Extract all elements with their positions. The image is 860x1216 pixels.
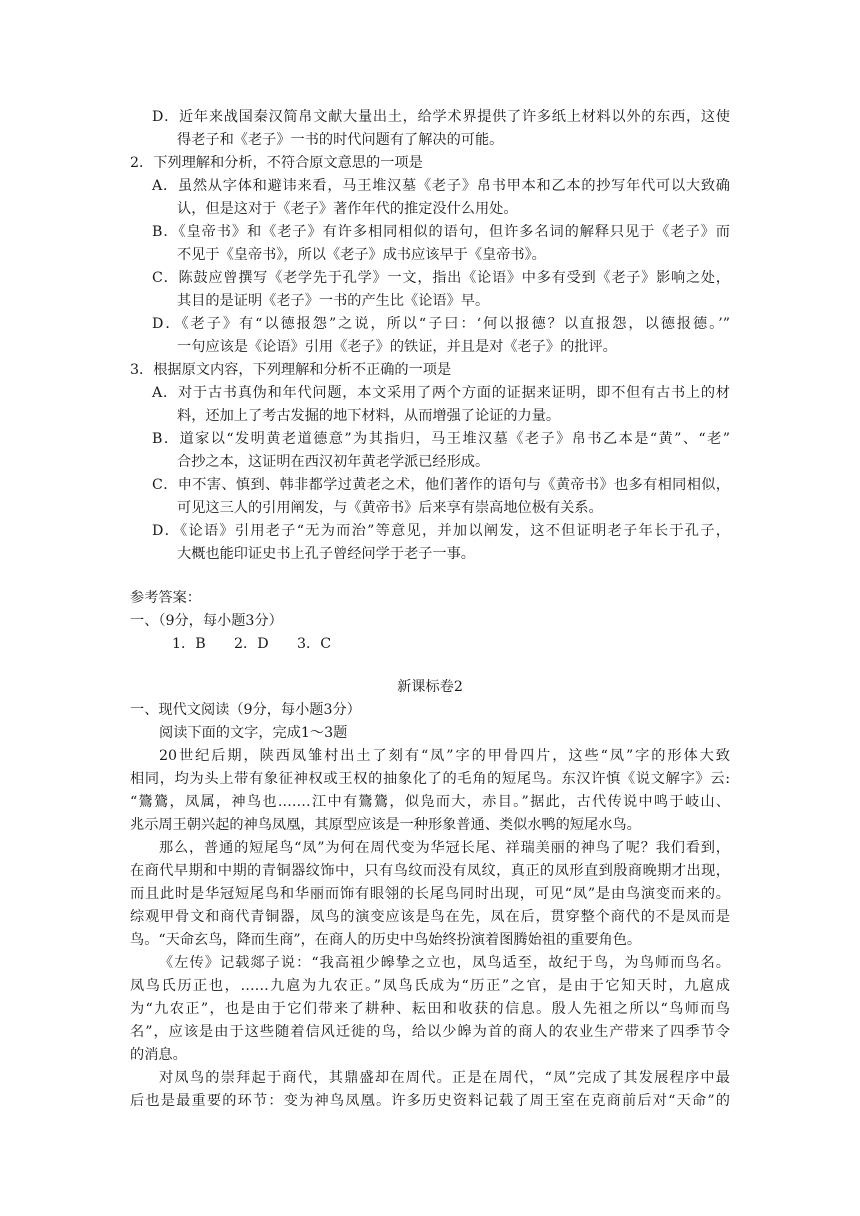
paragraph-1-line: 20世纪后期，陕西凤雏村出土了刻有“凤”字的甲骨四片，这些“凤”字的形体大致 [159,748,730,764]
paragraph-3-line: 名”，应该是由于这些随着信风迁徙的鸟，给以少皞为首的商人的农业生产带来了四季节令 [130,1024,730,1040]
answers-line: 1．B 2．D 3．C [172,636,332,652]
paragraph-1-line: “鷟鷟，凤属，神鸟也.……江中有鷟鷟，似凫而大，赤目。”据此，古代传说中鸣于岐山、 [130,794,730,810]
paragraph-1-line: 兆示周王朝兴起的神鸟凤凰，其原型应该是一种形象普通、类似水鸭的短尾水鸟。 [130,817,641,833]
q2-option-b-line2: 不见于《皇帝书》，所以《老子》成书应该早于《皇帝书》。 [177,247,546,263]
q1-option-d-line1: D．近年来战国秦汉简帛文献大量出土，给学术界提供了许多纸上材料以外的东西，这使 [152,109,730,125]
q3-option-d-line1: D．《论语》引用老子“无为而治”等意见，并加以阐发，这不但证明老子年长于孔子， [152,523,730,539]
q3-stem: 3．根据原文内容，下列理解和分析不正确的一项是 [130,362,452,378]
answers-section: 一、（9分，每小题3分） [130,613,283,629]
q2-stem: 2．下列理解和分析，不符合原文意思的一项是 [130,155,423,171]
answers-heading: 参考答案： [130,590,201,606]
q2-option-b-line1: B．《皇帝书》和《老子》有许多相同相似的语句，但许多名词的解释只见于《老子》而 [152,224,730,240]
paper2-instruction: 阅读下面的文字，完成1～3题 [159,725,348,741]
paragraph-2-line: 在商代早期和中期的青铜器纹饰中，只有鸟纹而没有凤纹，真正的凤形直到殷商晚期才出现， [130,863,730,879]
paragraph-2-line: 而且此时是华冠短尾鸟和华丽而饰有眼翎的长尾鸟同时出现，可见“凤”是由鸟演变而来的。 [130,886,730,902]
paragraph-3-line: 的消息。 [130,1047,187,1063]
q2-option-c-line2: 其目的是证明《老子》一书的产生比《论语》早。 [177,293,490,309]
paragraph-3-line: 凤鸟氏历正也，……九扈为九农正。”凤鸟氏成为“历正”之官，是由于它知天时，九扈成 [130,978,730,994]
q2-option-d-line1: D．《老子》有“以德报怨”之说，所以“子曰：‘何以报德？以直报怨，以德报德。’” [152,316,730,332]
q3-option-b-line1: B．道家以“发明黄老道德意”为其指归，马王堆汉墓《老子》帛书乙本是“黄”、“老” [152,431,730,447]
paragraph-3-line: 《左传》记载郯子说：“我高祖少皞挚之立也，凤鸟适至，故纪于鸟，为鸟师而鸟名。 [159,955,730,971]
q3-option-a-line2: 料，还加上了考古发掘的地下材料，从而增强了论证的力量。 [177,408,561,424]
paragraph-4-line: 对凤鸟的崇拜起于商代，其鼎盛却在周代。正是在周代，“凤”完成了其发展程序中最 [159,1070,730,1086]
q2-option-d-line2: 一句应该是《论语》引用《老子》的铁证，并且是对《老子》的批评。 [177,339,617,355]
q2-option-a-line1: A．虽然从字体和避讳来看，马王堆汉墓《老子》帛书甲本和乙本的抄写年代可以大致确 [152,178,730,194]
paragraph-4-line: 后也是最重要的环节：变为神鸟凤凰。许多历史资料记载了周王室在克商前后对“天命”的 [130,1093,730,1109]
q2-option-a-line2: 认，但是这对于《老子》著作年代的推定没什么用处。 [177,201,518,217]
q2-option-c-line1: C．陈鼓应曾撰写《老学先于孔学》一文，指出《论语》中多有受到《老子》影响之处， [152,270,730,286]
q1-option-d-line2: 得老子和《老子》一书的时代问题有了解决的可能。 [177,132,504,148]
paragraph-1-line: 相同，均为头上带有象征神权或王权的抽象化了的毛角的短尾鸟。东汉许慎《说文解字》云: [130,771,730,787]
q3-option-d-line2: 大概也能印证史书上孔子曾经问学于老子一事。 [177,546,475,562]
paper2-title: 新课标卷2 [397,679,463,695]
q3-option-a-line1: A．对于古书真伪和年代问题，本文采用了两个方面的证据来证明，即不但有古书上的材 [152,385,730,401]
paper2-section: 一、现代文阅读（9分，每小题3分） [130,702,361,718]
q3-option-b-line2: 合抄之本，这证明在西汉初年黄老学派已经形成。 [177,454,490,470]
paragraph-2-line: 综观甲骨文和商代青铜器，凤鸟的演变应该是鸟在先，凤在后，贯穿整个商代的不是凤而是 [130,909,730,925]
paragraph-2-line: 那么，普通的短尾鸟“凤”为何在周代变为华冠长尾、祥瑞美丽的神鸟了呢？我们看到， [159,840,730,856]
q3-option-c-line1: C．申不害、慎到、韩非都学过黄老之术，他们著作的语句与《黄帝书》也多有相同相似， [152,477,730,493]
paragraph-3-line: 为“九农正”，也是由于它们带来了耕种、耘田和收获的信息。殷人先祖之所以“鸟师而鸟 [130,1001,730,1017]
paragraph-2-line: 鸟。“天命玄鸟，降而生商”，在商人的历史中鸟始终扮演着图腾始祖的重要角色。 [130,932,642,948]
q3-option-c-line2: 可见这三人的引用阐发，与《黄帝书》后来享有崇高地位极有关系。 [177,500,603,516]
